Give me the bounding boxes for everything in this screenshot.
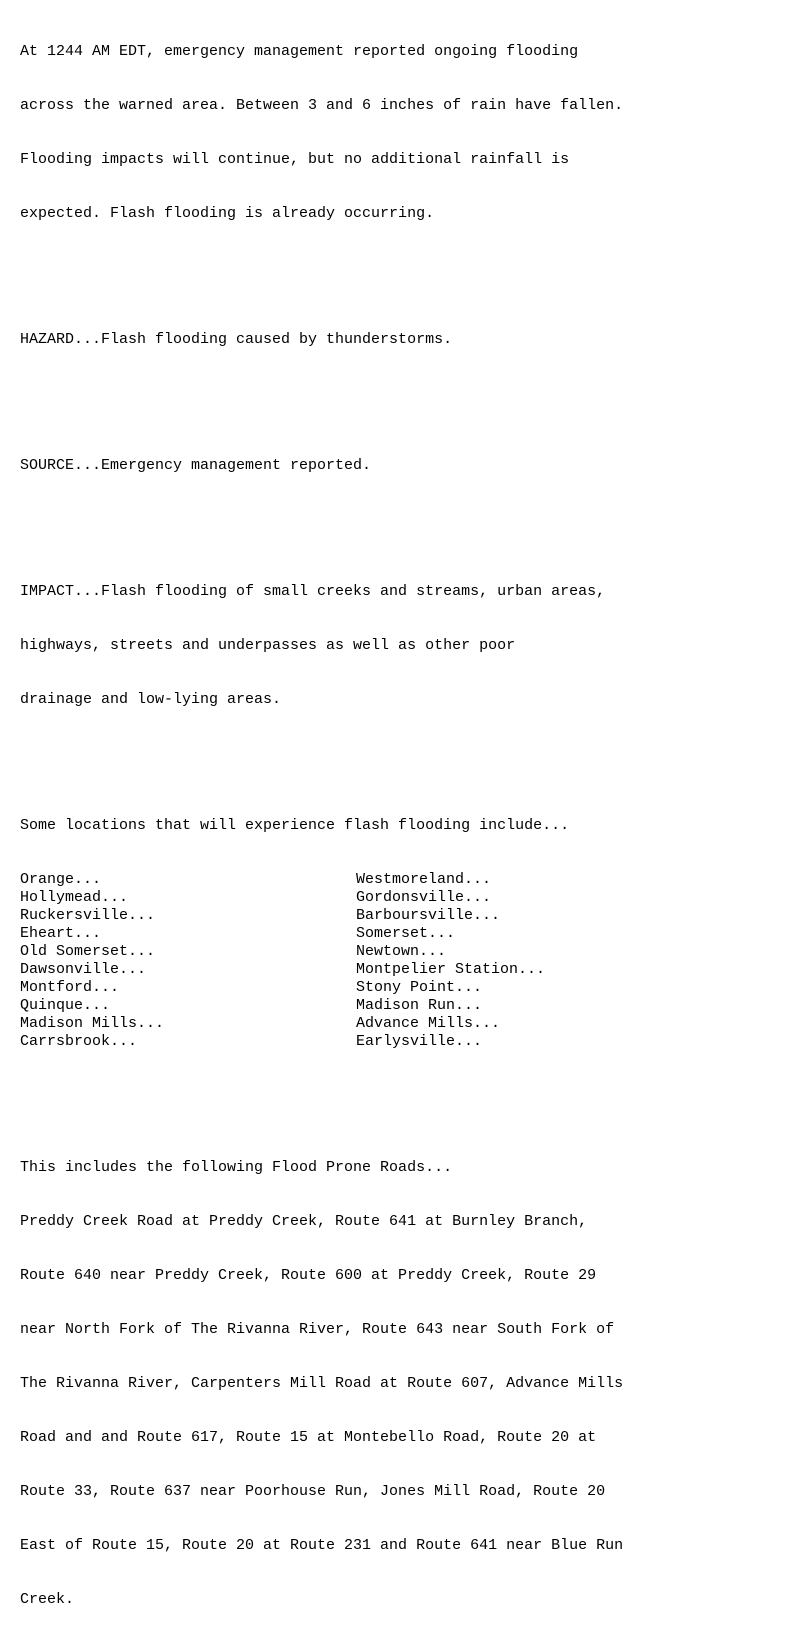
intro-line: expected. Flash flooding is already occurring. bbox=[20, 205, 435, 222]
location-row bbox=[20, 1033, 790, 1051]
locations-heading: Some locations that will experience flash flooding include... bbox=[20, 817, 570, 834]
impact-line: drainage and low-lying areas. bbox=[20, 691, 282, 708]
intro-line: Flooding impacts will continue, but no additional rainfall is bbox=[20, 151, 570, 168]
flood-statement-document bbox=[20, 7, 790, 1627]
location-name: Advance Mills... bbox=[356, 1015, 501, 1032]
spacer bbox=[20, 1087, 790, 1105]
location-row bbox=[20, 925, 790, 943]
location-row bbox=[20, 961, 790, 979]
location-row bbox=[20, 997, 790, 1015]
location-name: Madison Run... bbox=[356, 997, 483, 1014]
spacer bbox=[20, 745, 790, 763]
spacer bbox=[20, 511, 790, 529]
roads-line: East of Route 15, Route 20 at Route 231 and Route 641 near Blue Run bbox=[20, 1537, 624, 1554]
location-row bbox=[20, 1015, 790, 1033]
location-row bbox=[20, 907, 790, 925]
spacer bbox=[20, 259, 790, 277]
location-name: Carrsbrook... bbox=[20, 1033, 138, 1050]
location-name: Montpelier Station... bbox=[356, 961, 546, 978]
location-name: Westmoreland... bbox=[356, 871, 492, 888]
source-line: SOURCE...Emergency management reported. bbox=[20, 457, 372, 474]
spacer bbox=[20, 385, 790, 403]
intro-line: At 1244 AM EDT, emergency management reported ongoing flooding bbox=[20, 43, 579, 60]
location-row bbox=[20, 979, 790, 997]
roads-line: The Rivanna River, Carpenters Mill Road at Route 607, Advance Mills bbox=[20, 1375, 624, 1392]
location-name: Ruckersville... bbox=[20, 907, 156, 924]
impact-line: highways, streets and underpasses as well as other poor bbox=[20, 637, 516, 654]
location-name: Barboursville... bbox=[356, 907, 501, 924]
hazard-line: HAZARD...Flash flooding caused by thunderstorms. bbox=[20, 331, 453, 348]
location-name: Stony Point... bbox=[356, 979, 483, 996]
roads-line: Road and and Route 617, Route 15 at Montebello Road, Route 20 at bbox=[20, 1429, 597, 1446]
intro-line: across the warned area. Between 3 and 6 inches of rain have fallen. bbox=[20, 97, 624, 114]
location-name: Eheart... bbox=[20, 925, 102, 942]
impact-line: IMPACT...Flash flooding of small creeks and streams, urban areas, bbox=[20, 583, 606, 600]
roads-line: Route 640 near Preddy Creek, Route 600 at Preddy Creek, Route 29 bbox=[20, 1267, 597, 1284]
location-name: Madison Mills... bbox=[20, 1015, 165, 1032]
location-name: Old Somerset... bbox=[20, 943, 156, 960]
location-name: Hollymead... bbox=[20, 889, 129, 906]
roads-line: Preddy Creek Road at Preddy Creek, Route 641 at Burnley Branch, bbox=[20, 1213, 588, 1230]
roads-line: Creek. bbox=[20, 1591, 75, 1608]
roads-line: near North Fork of The Rivanna River, Route 643 near South Fork of bbox=[20, 1321, 615, 1338]
location-row bbox=[20, 943, 790, 961]
location-name: Montford... bbox=[20, 979, 120, 996]
location-row bbox=[20, 889, 790, 907]
location-name: Earlysville... bbox=[356, 1033, 483, 1050]
location-name: Quinque... bbox=[20, 997, 111, 1014]
location-name: Dawsonville... bbox=[20, 961, 147, 978]
location-name: Newtown... bbox=[356, 943, 447, 960]
location-name: Gordonsville... bbox=[356, 889, 492, 906]
roads-heading: This includes the following Flood Prone Roads... bbox=[20, 1159, 453, 1176]
locations-list bbox=[20, 871, 790, 1051]
location-row bbox=[20, 871, 790, 889]
location-name: Somerset... bbox=[356, 925, 456, 942]
location-name: Orange... bbox=[20, 871, 102, 888]
roads-line: Route 33, Route 637 near Poorhouse Run, Jones Mill Road, Route 20 bbox=[20, 1483, 606, 1500]
